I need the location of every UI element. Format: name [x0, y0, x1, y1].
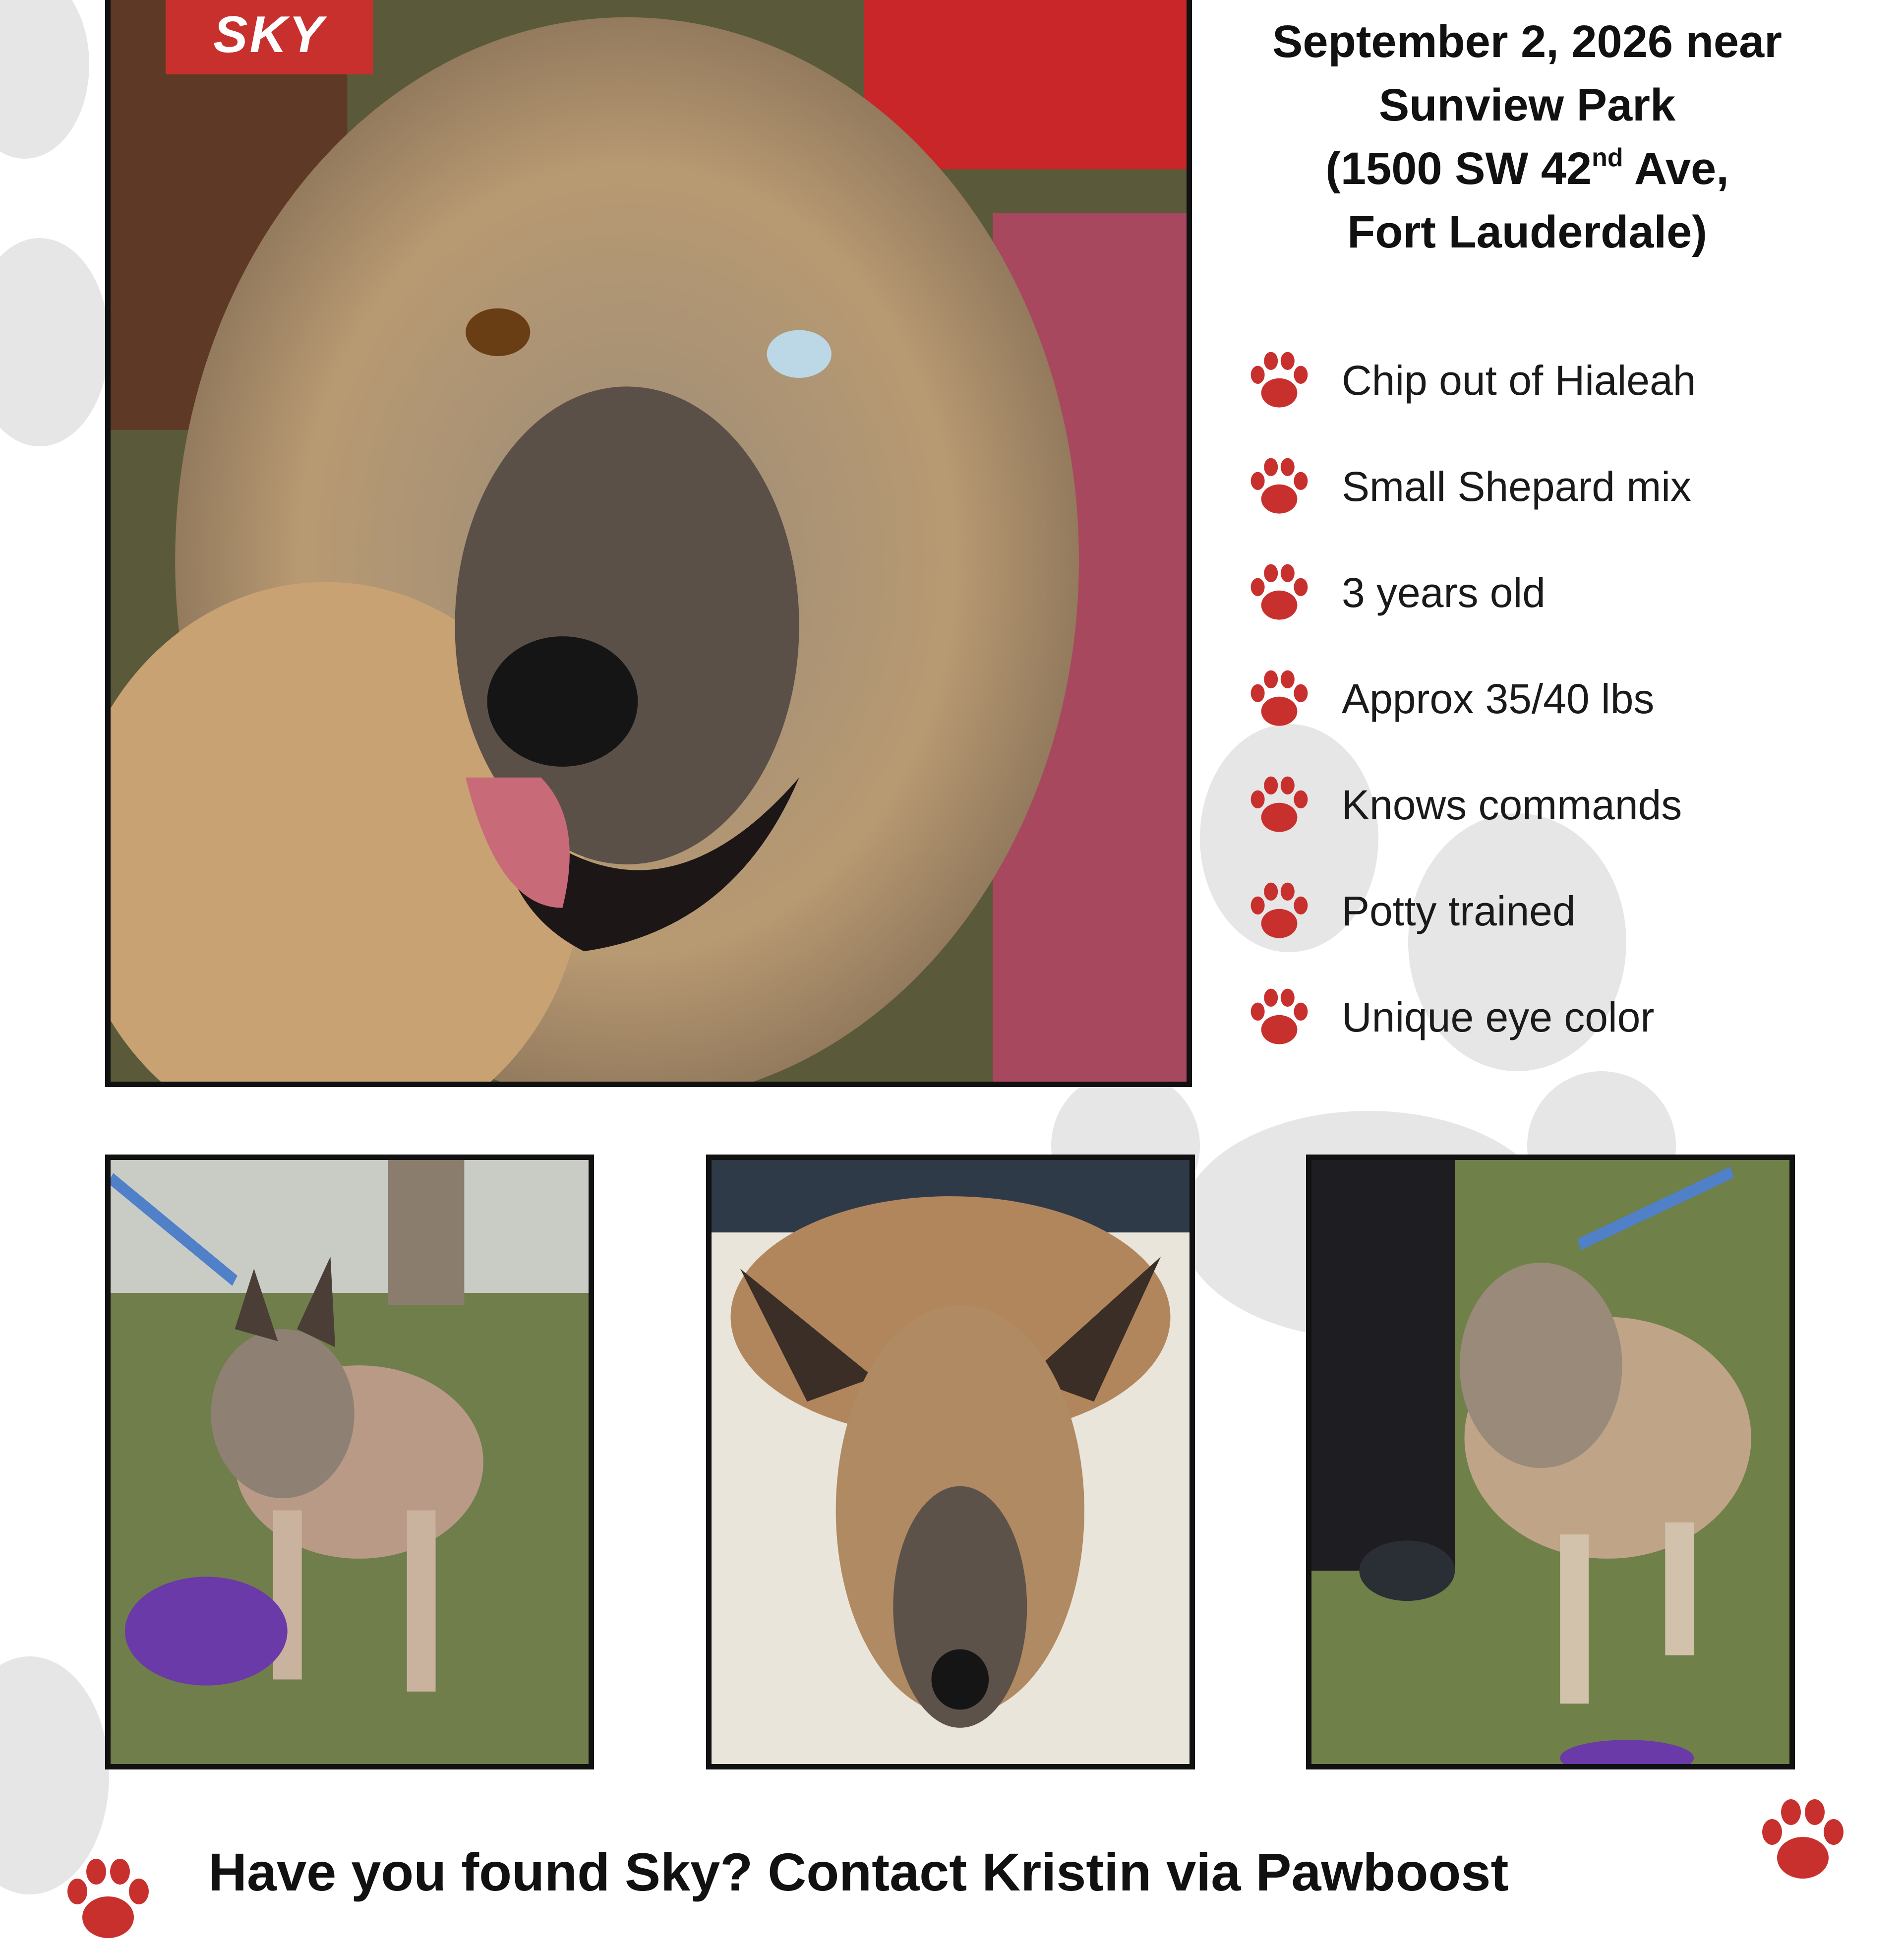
paw-print-icon	[59, 1850, 158, 1949]
lost-address-line: (1500 SW 42nd Ave,	[1325, 143, 1729, 194]
trait-item	[1245, 752, 1840, 858]
contact-call-to-action: Have you found Sky? Contact Kristin via Pawboost	[208, 1842, 1509, 1902]
trait-text: Unique eye color	[1342, 993, 1655, 1040]
background-paw-blob	[0, 238, 109, 446]
background-paw-blob	[0, 0, 89, 159]
paw-print-icon	[1245, 452, 1314, 521]
trait-item	[1245, 646, 1840, 752]
dog-photo-lying-down	[706, 1155, 1195, 1769]
paw-print-icon	[1753, 1790, 1852, 1889]
paw-print-icon	[1245, 770, 1314, 840]
dog-name-badge: SKY	[166, 0, 373, 74]
trait-text: 3 years old	[1342, 569, 1546, 616]
lost-park-line: Sunview Park	[1378, 80, 1676, 130]
trait-item	[1245, 540, 1840, 646]
dog-standing-image	[111, 1160, 589, 1764]
trait-item	[1245, 964, 1840, 1070]
dog-photo-standing-bowl	[105, 1155, 594, 1769]
paw-print-icon	[1245, 346, 1314, 415]
trait-text: Approx 35/40 lbs	[1342, 675, 1655, 722]
lost-location-info	[1210, 10, 1844, 264]
dog-closeup-image	[111, 0, 1187, 1082]
paw-print-icon	[1245, 664, 1314, 733]
lost-date-line: September 2, 2026 near	[1272, 16, 1782, 67]
trait-item	[1245, 433, 1840, 540]
trait-text: Chip out of Hialeah	[1342, 357, 1696, 404]
paw-print-icon	[1245, 558, 1314, 627]
trait-text: Knows commands	[1342, 781, 1682, 828]
dog-lying-image	[712, 1160, 1190, 1764]
trait-text: Small Shepard mix	[1342, 463, 1691, 510]
trait-text: Potty trained	[1342, 887, 1576, 934]
paw-print-icon	[1245, 982, 1314, 1052]
trait-item	[1245, 327, 1840, 433]
dog-photo-with-handler	[1306, 1155, 1795, 1769]
paw-print-icon	[1245, 876, 1314, 946]
trait-item	[1245, 858, 1840, 964]
dog-traits-list	[1245, 327, 1840, 1070]
lost-city-line: Fort Lauderdale)	[1347, 207, 1707, 257]
dog-leashed-image	[1311, 1160, 1789, 1764]
main-dog-photo	[105, 0, 1192, 1087]
